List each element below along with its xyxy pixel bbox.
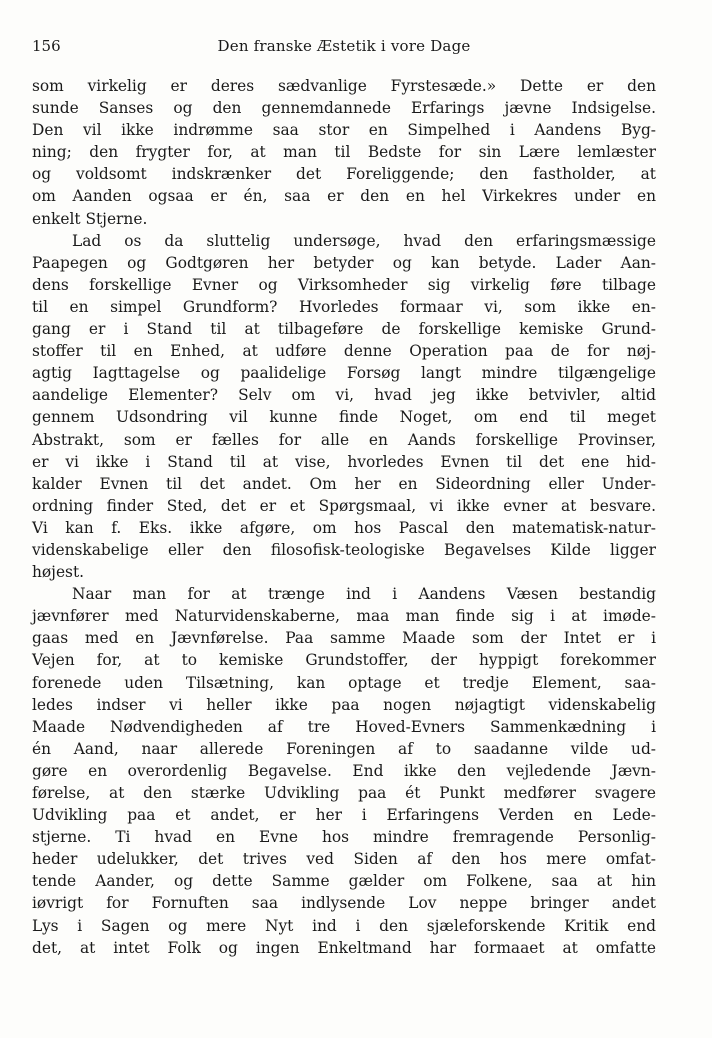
text-line: stjerne. Ti hvad en Evne hos mindre fremragende Personlig-: [32, 828, 656, 847]
page-number: 156: [32, 37, 61, 55]
text-line: Abstrakt, som er fælles for alle en Aands forskellige Provinser,: [32, 430, 656, 449]
text-line: gaas med en Jævnførelse. Paa samme Maade som der Intet er i: [32, 629, 656, 648]
text-line: dens forskellige Evner og Virksomheder sig virkelig føre tilbage: [32, 275, 656, 294]
text-line: sunde Sanses og den gennemdannede Erfarings jævne Indsigelse.: [32, 99, 656, 118]
text-line: ordning finder Sted, det er et Spørgsmaal, vi ikke evner at besvare.: [32, 496, 656, 515]
text-line: stoffer til en Enhed, at udføre denne Operation paa de for nøj-: [32, 342, 656, 361]
text-line: gang er i Stand til at tilbageføre de forskellige kemiske Grund-: [32, 320, 656, 339]
running-title: Den franske Æstetik i vore Dage: [217, 37, 471, 55]
text-line: om Aanden ogsaa er én, saa er den en hel Virkekres under en: [32, 187, 656, 206]
text-line: højest.: [32, 563, 85, 582]
text-line: Vi kan f. Eks. ikke afgøre, om hos Pascal den matematisk-natur-: [32, 518, 656, 537]
text-line: forenede uden Tilsætning, kan optage et tredje Element, saa-: [32, 673, 656, 692]
text-line: og voldsomt indskrænker det Foreliggende; den fastholder, at: [32, 165, 656, 184]
page-header: [32, 34, 656, 58]
text-line: enkelt Stjerne.: [32, 209, 148, 228]
text-line: som virkelig er deres sædvanlige Fyrstesæde.» Dette er den: [32, 77, 656, 95]
text-line: førelse, at den stærke Udvikling paa ét Punkt medfører svagere: [32, 784, 656, 802]
text-line: Maade Nødvendigheden af tre Hoved-Evners Sammenkædning i: [32, 717, 656, 736]
text-line: videnskabelige eller den filosofisk-teologiske Begavelses Kilde ligger: [32, 540, 656, 559]
text-line: iøvrigt for Fornuften saa indlysende Lov neppe bringer andet: [32, 894, 656, 913]
text-line: kalder Evnen til det andet. Om her en Sideordning eller Under-: [32, 474, 656, 493]
text-line: Naar man for at trænge ind i Aandens Væsen bestandig: [72, 585, 656, 604]
text-line: heder udelukker, det trives ved Siden af den hos mere omfat-: [32, 850, 656, 869]
text-line: tende Aander, og dette Samme gælder om Folkene, saa at hin: [32, 872, 656, 891]
text-line: Lad os da sluttelig undersøge, hvad den erfaringsmæssige: [72, 231, 656, 250]
text-line: Paapegen og Godtgøren her betyder og kan betyde. Lader Aan-: [32, 253, 656, 272]
text-line: aandelige Elementer? Selv om vi, hvad jeg ikke betvivler, altid: [32, 386, 656, 405]
text-line: er vi ikke i Stand til at vise, hvorledes Evnen til det ene hid-: [32, 452, 656, 471]
text-line: det, at intet Folk og ingen Enkeltmand har formaaet at omfatte: [32, 938, 656, 957]
text-line: Den vil ikke indrømme saa stor en Simpelhed i Aandens Byg-: [32, 121, 656, 140]
text-line: Udvikling paa et andet, er her i Erfaringens Verden en Lede-: [32, 806, 656, 825]
text-line: jævnfører med Naturvidenskaberne, maa man finde sig i at imøde-: [32, 607, 656, 626]
body-text: [32, 75, 656, 959]
text-line: ledes indser vi heller ikke paa nogen nøjagtigt videnskabelig: [32, 695, 656, 714]
text-line: til en simpel Grundform? Hvorledes formaar vi, som ikke en-: [32, 297, 656, 316]
text-line: agtig Iagttagelse og paalidelige Forsøg langt mindre tilgængelige: [32, 364, 656, 383]
text-line: Lys i Sagen og mere Nyt ind i den sjæleforskende Kritik end: [32, 916, 656, 935]
text-line: Vejen for, at to kemiske Grundstoffer, der hyppigt forekommer: [32, 651, 656, 670]
text-line: gennem Udsondring vil kunne finde Noget, om end til meget: [32, 408, 656, 427]
text-line: ning; den frygter for, at man til Bedste for sin Lære lemlæster: [32, 143, 656, 162]
text-line: gøre en overordenlig Begavelse. End ikke den vejledende Jævn-: [32, 761, 656, 780]
text-line: én Aand, naar allerede Foreningen af to saadanne vilde ud-: [32, 739, 656, 758]
